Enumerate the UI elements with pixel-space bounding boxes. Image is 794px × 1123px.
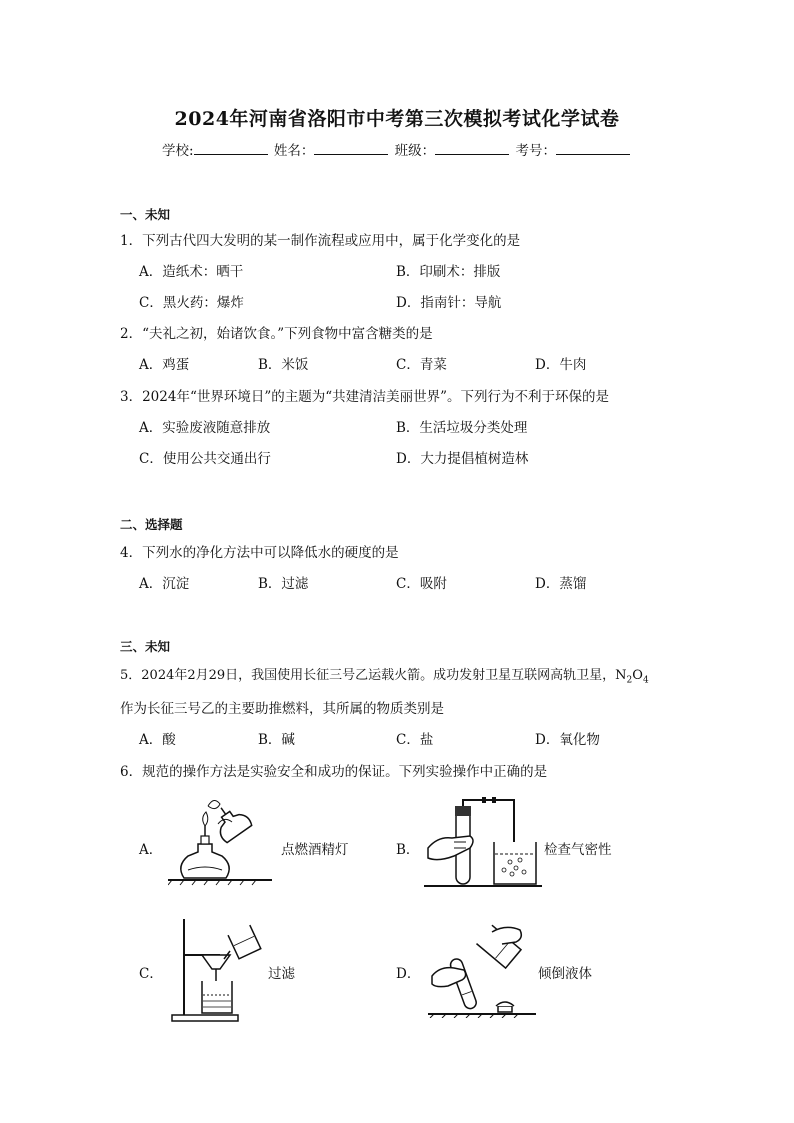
question-5-stem-line-1 <box>120 664 649 686</box>
question-6-caption-d: 倾倒液体 <box>538 966 592 982</box>
question-3-stem: 3．2024年“世界环境日”的主题为“共建清洁美丽世界”。下列行为不利于环保的是 <box>120 389 610 405</box>
class-blank[interactable] <box>435 142 509 155</box>
question-2-option-a[interactable]: A．鸡蛋 <box>139 357 190 373</box>
question-3-option-a[interactable]: A．实验废液随意排放 <box>139 420 271 436</box>
question-6-option-c[interactable]: C． <box>139 966 163 982</box>
class-label: 班级： <box>394 143 436 159</box>
question-2-option-d[interactable]: D．牛肉 <box>535 357 587 373</box>
question-1-option-a[interactable]: A．造纸术：晒干 <box>139 264 244 280</box>
question-2-option-b[interactable]: B．米饭 <box>258 357 309 373</box>
formula-subscript-4: 4 <box>642 675 649 686</box>
question-2-option-c[interactable]: C．青菜 <box>396 357 447 373</box>
question-6-option-d[interactable]: D． <box>396 966 421 982</box>
number-label: 考号： <box>515 143 556 159</box>
student-info-line <box>0 139 794 159</box>
school-blank[interactable] <box>194 142 268 155</box>
question-5-option-a[interactable]: A．酸 <box>139 732 176 748</box>
question-4-option-b[interactable]: B．过滤 <box>258 576 309 592</box>
question-5-stem-text: 5．2024年2月29日，我国使用长征三号乙运载火箭。成功发射卫星互联网高轨卫星，N <box>120 668 627 683</box>
section-heading-2: 二、选择题 <box>120 517 183 532</box>
filtration-figure <box>168 915 268 1025</box>
section-heading-3: 三、未知 <box>120 639 171 654</box>
section-heading-1: 一、未知 <box>120 207 171 222</box>
question-6-caption-b: 检查气密性 <box>544 842 612 858</box>
question-1-option-b[interactable]: B．印刷术：排版 <box>396 264 501 280</box>
question-6-caption-a: 点燃酒精灯 <box>281 842 349 858</box>
question-4-stem: 4．下列水的净化方法中可以降低水的硬度的是 <box>120 545 399 561</box>
question-4-option-a[interactable]: A．沉淀 <box>139 576 190 592</box>
alcohol-lamp-lighting-figure <box>168 796 276 886</box>
school-label: 学校: <box>162 143 194 159</box>
question-3-option-c[interactable]: C．使用公共交通出行 <box>139 451 271 467</box>
formula-subscript-2: 2 <box>626 675 633 686</box>
question-1-stem: 1．下列古代四大发明的某一制作流程或应用中，属于化学变化的是 <box>120 233 521 249</box>
formula-oxygen: O <box>632 668 643 683</box>
question-5-option-b[interactable]: B．碱 <box>258 732 295 748</box>
question-2-stem: 2．“夫礼之初，始诸饮食。”下列食物中富含糖类的是 <box>120 326 433 342</box>
exam-title: 2024年河南省洛阳市中考第三次模拟考试化学试卷 <box>174 108 620 130</box>
airtightness-check-figure <box>424 796 544 890</box>
question-5-stem-line-2: 作为长征三号乙的主要助推燃料，其所属的物质类别是 <box>120 701 444 717</box>
question-6-option-b[interactable]: B． <box>396 842 420 858</box>
question-3-option-d[interactable]: D．大力提倡植树造林 <box>396 451 529 467</box>
question-5-option-c[interactable]: C．盐 <box>396 732 434 748</box>
name-label: 姓名： <box>273 143 315 159</box>
question-6-caption-c: 过滤 <box>268 966 295 982</box>
question-3-option-b[interactable]: B．生活垃圾分类处理 <box>396 420 528 436</box>
question-6-option-a[interactable]: A． <box>139 842 163 858</box>
question-4-option-c[interactable]: C．吸附 <box>396 576 447 592</box>
name-blank[interactable] <box>314 142 388 155</box>
question-5-option-d[interactable]: D．氧化物 <box>535 732 600 748</box>
pouring-liquid-figure <box>428 922 538 1018</box>
question-1-option-d[interactable]: D．指南针：导航 <box>396 295 502 311</box>
question-1-option-c[interactable]: C．黑火药：爆炸 <box>139 295 244 311</box>
question-4-option-d[interactable]: D．蒸馏 <box>535 576 587 592</box>
question-6-stem: 6．规范的操作方法是实验安全和成功的保证。下列实验操作中正确的是 <box>120 764 548 780</box>
number-blank[interactable] <box>556 142 630 155</box>
